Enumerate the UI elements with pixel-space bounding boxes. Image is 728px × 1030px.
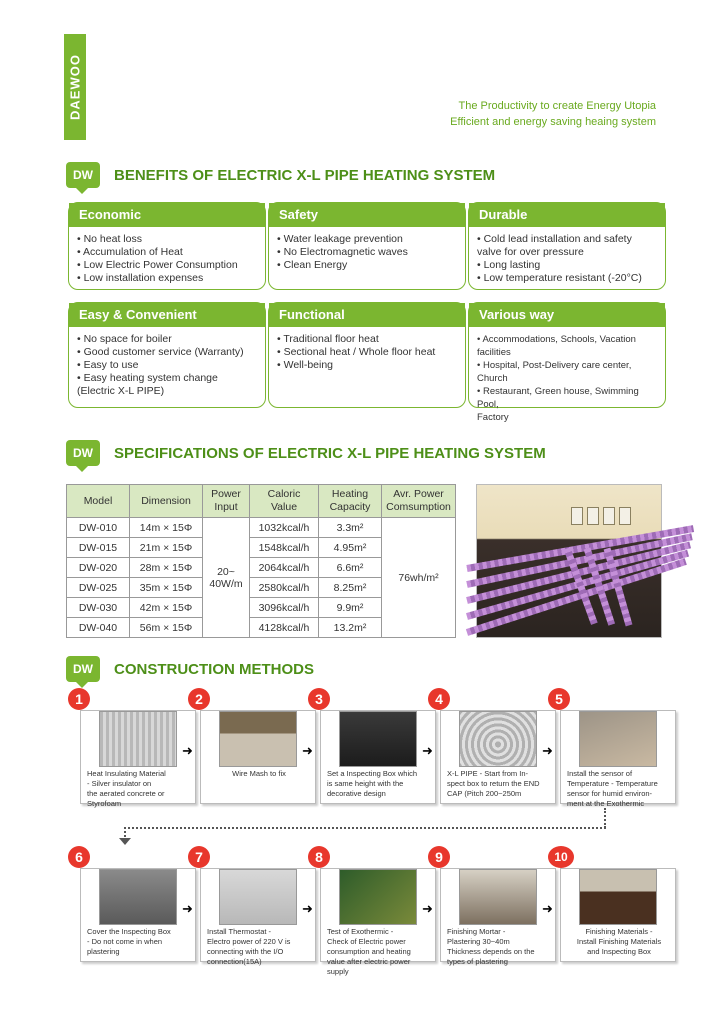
benefit-list <box>69 233 265 285</box>
benefits-section-header <box>66 162 495 188</box>
benefit-box <box>268 302 466 408</box>
col-header-consumption: Avr. Power Comsumption <box>382 485 456 518</box>
specs-title: SPECIFICATIONS OF ELECTRIC X-L PIPE HEATING SYSTEM <box>114 444 546 462</box>
cell-capacity: 8.25m² <box>319 578 382 598</box>
step-caption: Wire Mash to fix <box>232 769 286 778</box>
benefit-title: Durable <box>469 203 665 227</box>
arrow-right-icon: ➜ <box>422 901 433 916</box>
wall-switch <box>619 507 631 525</box>
arrow-right-icon: ➜ <box>182 901 193 916</box>
benefit-item: • Easy to use <box>77 359 139 371</box>
benefit-box <box>468 302 666 423</box>
benefit-box <box>68 202 266 290</box>
dw-badge: DW <box>66 162 100 188</box>
construction-step <box>320 868 436 976</box>
benefit-item: • Hospital, Post-Delivery care center, Church <box>477 360 632 384</box>
benefit-title: Economic <box>69 203 265 227</box>
construction-step <box>200 868 316 966</box>
arrow-right-icon: ➜ <box>302 901 313 916</box>
step-number-badge: 1 <box>68 688 90 710</box>
cell-dimension: 28m × 15Φ <box>130 558 203 578</box>
benefit-item: • Good customer service (Warranty) <box>77 346 244 358</box>
construction-step <box>440 710 556 804</box>
benefit-item: • Sectional heat / Whole floor heat <box>277 346 436 358</box>
cell-model: DW-010 <box>67 518 130 538</box>
spec-table <box>66 484 456 638</box>
step-number-badge: 3 <box>308 688 330 710</box>
cell-capacity: 9.9m² <box>319 598 382 618</box>
arrow-right-icon: ➜ <box>542 901 553 916</box>
step-caption: Test of Exothermic - Check of Electric power consumption and heating value after electric power supply <box>327 927 411 976</box>
arrow-right-icon: ➜ <box>542 743 553 758</box>
cell-model: DW-040 <box>67 618 130 638</box>
construction-step <box>320 710 436 804</box>
benefit-box <box>268 202 466 290</box>
benefit-box <box>468 202 666 290</box>
construction-step <box>560 868 676 962</box>
step-number-badge: 10 <box>548 846 574 868</box>
benefit-item: • Well-being <box>277 359 334 371</box>
tagline-line-1: The Productivity to create Energy Utopia <box>458 100 656 112</box>
cell-model: DW-025 <box>67 578 130 598</box>
construction-title: CONSTRUCTION METHODS <box>114 660 314 678</box>
col-header-dimension: Dimension <box>130 485 203 518</box>
step-number-badge: 4 <box>428 688 450 710</box>
arrow-right-icon: ➜ <box>302 743 313 758</box>
benefit-title: Easy & Convenient <box>69 303 265 327</box>
benefit-item: • Low temperature resistant (-20°C) <box>477 272 642 284</box>
cell-caloric: 1548kcal/h <box>250 538 319 558</box>
benefit-item: • Traditional floor heat <box>277 333 379 345</box>
cell-capacity: 13.2m² <box>319 618 382 638</box>
benefit-list <box>269 333 465 372</box>
benefit-title: Functional <box>269 303 465 327</box>
step-photo <box>579 711 657 767</box>
col-header-power: Power Input <box>203 485 250 518</box>
benefit-item: • Water leakage prevention <box>277 233 403 245</box>
benefit-item: • Easy heating system change (Electric X-L PIPE) <box>77 372 218 397</box>
benefit-item: • No heat loss <box>77 233 142 245</box>
row-connector <box>124 827 606 829</box>
benefits-title: BENEFITS OF ELECTRIC X-L PIPE HEATING SYSTEM <box>114 166 496 184</box>
benefit-item: • Restaurant, Green house, Swimming Pool, Factory <box>477 386 639 423</box>
wall-switch <box>603 507 615 525</box>
benefit-list <box>469 333 665 424</box>
step-caption: Install the sensor of Temperature - Temperature sensor for humid environ- ment at the Exothermic <box>567 769 658 808</box>
dw-badge: DW <box>66 656 100 682</box>
wall-switch <box>571 507 583 525</box>
specs-section-header <box>66 440 546 466</box>
cell-dimension: 56m × 15Φ <box>130 618 203 638</box>
step-photo <box>459 869 537 925</box>
cell-dimension: 21m × 15Φ <box>130 538 203 558</box>
col-header-caloric: Caloric Value <box>250 485 319 518</box>
dw-badge: DW <box>66 440 100 466</box>
cell-dimension: 35m × 15Φ <box>130 578 203 598</box>
step-caption: Heat Insulating Material - Silver insulator on the aerated concrete or Styrofoam <box>87 769 166 808</box>
benefit-list <box>269 233 465 272</box>
benefit-title: Various way <box>469 303 665 327</box>
construction-step <box>440 868 556 966</box>
benefit-item: • Accumulation of Heat <box>77 246 183 258</box>
benefit-item: • Clean Energy <box>277 259 348 271</box>
construction-step <box>560 710 676 808</box>
cell-capacity: 4.95m² <box>319 538 382 558</box>
cell-dimension: 14m × 15Φ <box>130 518 203 538</box>
table-row <box>67 518 456 538</box>
benefit-item: • Long lasting <box>477 259 541 271</box>
step-number-badge: 9 <box>428 846 450 868</box>
tagline <box>450 98 656 130</box>
step-number-badge: 8 <box>308 846 330 868</box>
benefit-item: • Cold lead installation and safety valve for over pressure <box>477 233 632 258</box>
benefit-item: • No Electromagnetic waves <box>277 246 408 258</box>
col-header-capacity: Heating Capacity <box>319 485 382 518</box>
benefit-list <box>469 233 665 285</box>
benefit-list <box>69 333 265 398</box>
cell-avr-consumption: 76wh/m² <box>382 518 456 638</box>
benefit-item: • Accommodations, Schools, Vacation facilities <box>477 334 636 358</box>
connector-arrow-icon <box>119 838 131 845</box>
step-caption: Finishing Materials - Install Finishing Materials and Inspecting Box <box>576 927 662 956</box>
col-header-model: Model <box>67 485 130 518</box>
cell-capacity: 3.3m² <box>319 518 382 538</box>
step-photo <box>219 869 297 925</box>
step-photo <box>99 711 177 767</box>
step-photo <box>99 869 177 925</box>
step-caption: Set a Inspecting Box which is same height with the decorative design <box>327 769 418 798</box>
tagline-line-2: Efficient and energy saving heaing system <box>450 116 656 128</box>
step-number-badge: 2 <box>188 688 210 710</box>
step-caption: Install Thermostat - Electro power of 220 V is connecting with the I/O connection(15A) <box>207 927 291 966</box>
row-connector <box>604 808 606 828</box>
step-photo <box>459 711 537 767</box>
cell-power-input: 20~ 40W/m <box>203 518 250 638</box>
step-number-badge: 7 <box>188 846 210 868</box>
cell-capacity: 6.6m² <box>319 558 382 578</box>
step-caption: X-L PIPE - Start from In- spect box to return the END CAP (Pitch 200~250m <box>447 769 540 798</box>
benefit-title: Safety <box>269 203 465 227</box>
construction-step <box>80 868 196 962</box>
spec-header-row <box>67 485 456 518</box>
benefit-item: • Low Electric Power Consumption <box>77 259 238 271</box>
benefit-item: • No space for boiler <box>77 333 172 345</box>
arrow-right-icon: ➜ <box>422 743 433 758</box>
step-number-badge: 5 <box>548 688 570 710</box>
cell-caloric: 3096kcal/h <box>250 598 319 618</box>
step-photo <box>579 869 657 925</box>
cell-caloric: 4128kcal/h <box>250 618 319 638</box>
construction-step <box>200 710 316 804</box>
cell-model: DW-020 <box>67 558 130 578</box>
step-photo <box>339 711 417 767</box>
construction-section-header <box>66 656 314 682</box>
step-caption: Finishing Mortar - Plastering 30~40m Thickness depends on the types of plastering <box>447 927 535 966</box>
step-photo <box>219 711 297 767</box>
step-caption: Cover the Inspecting Box - Do not come in when plastering <box>87 927 171 956</box>
step-photo <box>339 869 417 925</box>
arrow-right-icon: ➜ <box>182 743 193 758</box>
brand-logo: DAEWOO <box>67 54 83 120</box>
cell-model: DW-030 <box>67 598 130 618</box>
cell-caloric: 2064kcal/h <box>250 558 319 578</box>
wall-switch <box>587 507 599 525</box>
floor-heating-photo <box>476 484 662 638</box>
benefit-item: • Low installation expenses <box>77 272 204 284</box>
cell-dimension: 42m × 15Φ <box>130 598 203 618</box>
cell-model: DW-015 <box>67 538 130 558</box>
cell-caloric: 1032kcal/h <box>250 518 319 538</box>
benefit-box <box>68 302 266 408</box>
construction-step <box>80 710 196 808</box>
cell-caloric: 2580kcal/h <box>250 578 319 598</box>
step-number-badge: 6 <box>68 846 90 868</box>
